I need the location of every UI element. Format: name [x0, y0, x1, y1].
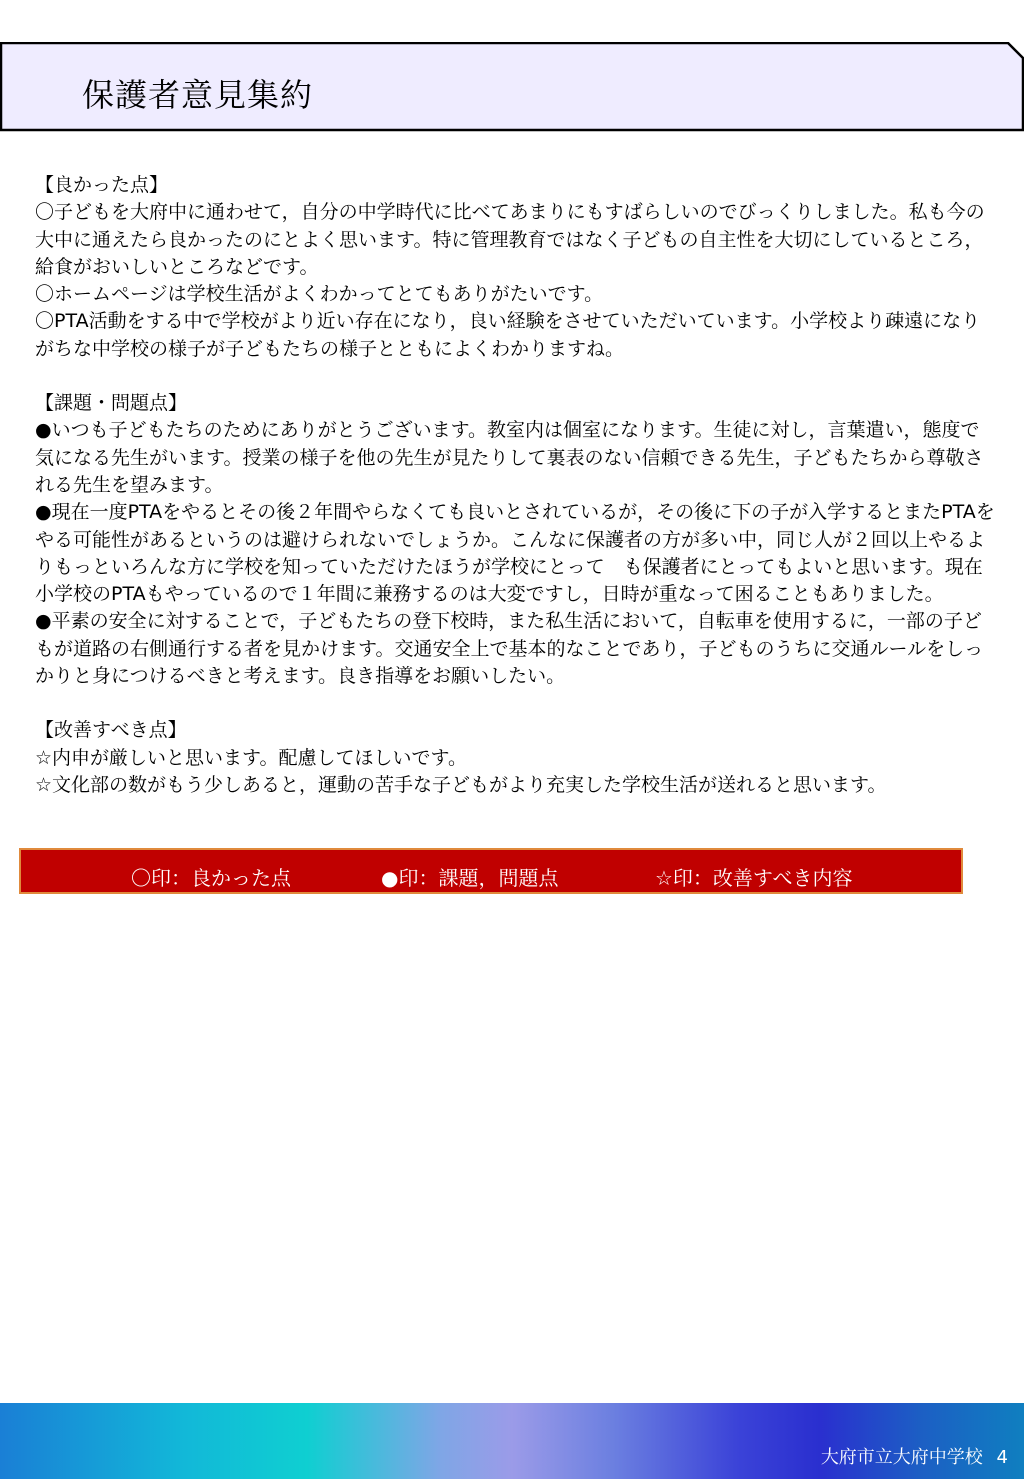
list-item: 〇子どもを大府中に通わせて，自分の中学時代に比べてあまりにもすばらしいのでびっくりしました。私も今の大中に通えたら良かったのにとよく思います。特に管理教育ではなく子どもの自主性を大切にしているところ，給食がおいしいところなどです。 — [35, 201, 985, 278]
list-item: ●平素の安全に対することで，子どもたちの登下校時，また私生活において，自転車を使用するに，一部の子どもが道路の右側通行する者を見かけます。交通安全上で基本的なことであり，子どものうちに交通ルールをしっかりと身につけるべきと考えます。良き指導をお願いしたい。 — [35, 610, 984, 688]
page-title: 保護者意見集約 — [82, 76, 314, 114]
legend-improve: ☆印：改善すべき内容 — [655, 866, 853, 890]
section-heading-issues: 【課題・問題点】 — [35, 392, 188, 415]
page-number: 4 — [996, 1447, 1008, 1468]
legend-good: 〇印：良かった点 — [131, 866, 291, 890]
legend-bar — [19, 848, 963, 894]
title-banner — [0, 42, 1024, 132]
list-item: ●現在一度PTAをやるとその後２年間やらなくても良いとされているが，その後に下の子が入学するとまたPTAをやる可能性があるというのは避けられないでしょうか。こんなに保護者の方が多い中，同じ人が２回以上やるよりもっといろんな方に学校を知っていただけたほうが学校にとって も保護者にとってもよいと思います。現在小学校のPTAもやっているので１年間に兼務するのは大変ですし，日時が重なって困ることもありました。 — [35, 501, 995, 606]
section-good — [35, 172, 995, 363]
section-improve — [35, 717, 995, 799]
opinion-content — [35, 172, 995, 799]
footer-caption — [821, 1443, 1008, 1469]
list-item: 〇ホームページは学校生活がよくわかってとてもありがたいです。 — [35, 283, 604, 306]
list-item: 〇PTA活動をする中で学校がより近い存在になり，良い経験をさせていただいています。小学校より疎遠になりがちな中学校の様子が子どもたちの様子とともによくわかりますね。 — [35, 310, 981, 360]
legend-issues: ●印：課題，問題点 — [381, 866, 559, 890]
section-issues — [35, 390, 995, 690]
list-item: ●いつも子どもたちのためにありがとうございます。教室内は個室になります。生徒に対し，言葉遣い，態度で気になる先生がいます。授業の様子を他の先生が見たりして裏表のない信頼できる先生，子どもたちから尊敬される先生を望みます。 — [35, 419, 984, 496]
school-name: 大府市立大府中学校 — [820, 1447, 983, 1468]
list-item: ☆文化部の数がもう少しあると，運動の苦手な子どもがより充実した学校生活が送れると思います。 — [35, 773, 887, 796]
section-heading-good: 【良かった点】 — [35, 174, 169, 196]
list-item: ☆内申が厳しいと思います。配慮してほしいです。 — [35, 746, 467, 769]
section-heading-improve: 【改善すべき点】 — [35, 719, 187, 742]
footer-bar — [0, 1403, 1024, 1479]
